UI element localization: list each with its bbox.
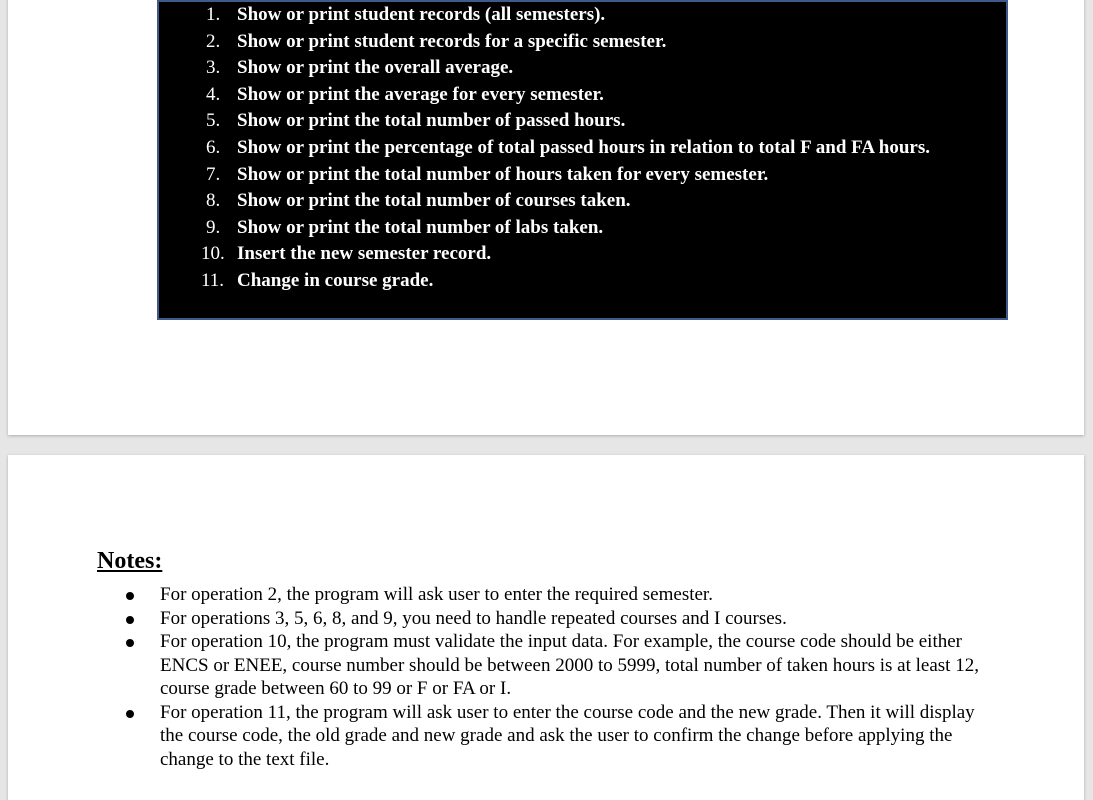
operation-number: 9. bbox=[206, 216, 221, 238]
operation-item-1 bbox=[201, 2, 997, 29]
operation-text: Show or print the total number of courses taken. bbox=[237, 190, 631, 212]
operation-text: Show or print student records for a specific semester. bbox=[237, 30, 667, 52]
operation-item-3 bbox=[201, 55, 997, 82]
operation-number: 8. bbox=[206, 190, 221, 212]
operation-item-6 bbox=[201, 135, 997, 162]
operation-item-9 bbox=[201, 215, 997, 242]
operation-text: Show or print the total number of labs taken. bbox=[237, 216, 604, 238]
operation-number: 6. bbox=[206, 136, 221, 158]
operation-number: 4. bbox=[206, 83, 221, 105]
note-text: For operations 3, 5, 6, 8, and 9, you need to handle repeated courses and I courses. bbox=[160, 607, 787, 629]
bullet-icon bbox=[126, 616, 134, 624]
bullet-icon bbox=[126, 592, 134, 600]
operations-menu-box bbox=[157, 0, 1008, 320]
operation-number: 10. bbox=[201, 243, 225, 265]
bullet-icon bbox=[126, 710, 134, 718]
operation-text: Show or print the overall average. bbox=[237, 57, 514, 79]
document-page-1 bbox=[8, 0, 1084, 435]
operation-item-8 bbox=[201, 188, 997, 215]
document-page-2 bbox=[8, 455, 1084, 800]
operation-text: Change in course grade. bbox=[237, 269, 434, 291]
note-text: For operation 11, the program will ask user to enter the course code and the new grade. Then it will display the course code, the old grade and new grade and ask the user to confirm the change before applying the change to the text file. bbox=[160, 701, 975, 770]
operation-item-4 bbox=[201, 82, 997, 109]
note-item-1 bbox=[122, 583, 1002, 607]
operation-text: Show or print student records (all semesters). bbox=[237, 4, 606, 25]
operation-number: 2. bbox=[206, 30, 221, 52]
operation-text: Show or print the percentage of total passed hours in relation to total F and FA hours. bbox=[237, 136, 930, 158]
notes-heading: Notes: bbox=[97, 548, 163, 574]
operation-item-2 bbox=[201, 29, 997, 56]
note-text: For operation 2, the program will ask user to enter the required semester. bbox=[160, 584, 713, 605]
operation-text: Show or print the total number of passed hours. bbox=[237, 110, 626, 132]
operation-number: 1. bbox=[206, 4, 221, 25]
operation-item-10 bbox=[201, 241, 997, 268]
operation-text: Insert the new semester record. bbox=[237, 243, 492, 265]
operation-item-7 bbox=[201, 162, 997, 189]
note-item-4 bbox=[122, 701, 1002, 772]
note-item-3 bbox=[122, 630, 1002, 701]
operation-number: 11. bbox=[201, 269, 225, 291]
operation-item-5 bbox=[201, 108, 997, 135]
operation-number: 3. bbox=[206, 57, 221, 79]
operation-text: Show or print the average for every semester. bbox=[237, 83, 604, 105]
operations-list bbox=[201, 2, 997, 295]
notes-list bbox=[122, 583, 1002, 771]
operation-number: 5. bbox=[206, 110, 221, 132]
bullet-icon bbox=[126, 639, 134, 647]
operation-text: Show or print the total number of hours taken for every semester. bbox=[237, 163, 769, 185]
note-text: For operation 10, the program must validate the input data. For example, the course code should be either ENCS or ENEE, course number should be between 2000 to 5999, total number of taken hours is at least 12, course grade between 60 to 99 or F or FA or I. bbox=[160, 631, 979, 699]
operation-number: 7. bbox=[206, 163, 221, 185]
note-item-2 bbox=[122, 607, 1002, 631]
operation-item-11 bbox=[201, 268, 997, 295]
